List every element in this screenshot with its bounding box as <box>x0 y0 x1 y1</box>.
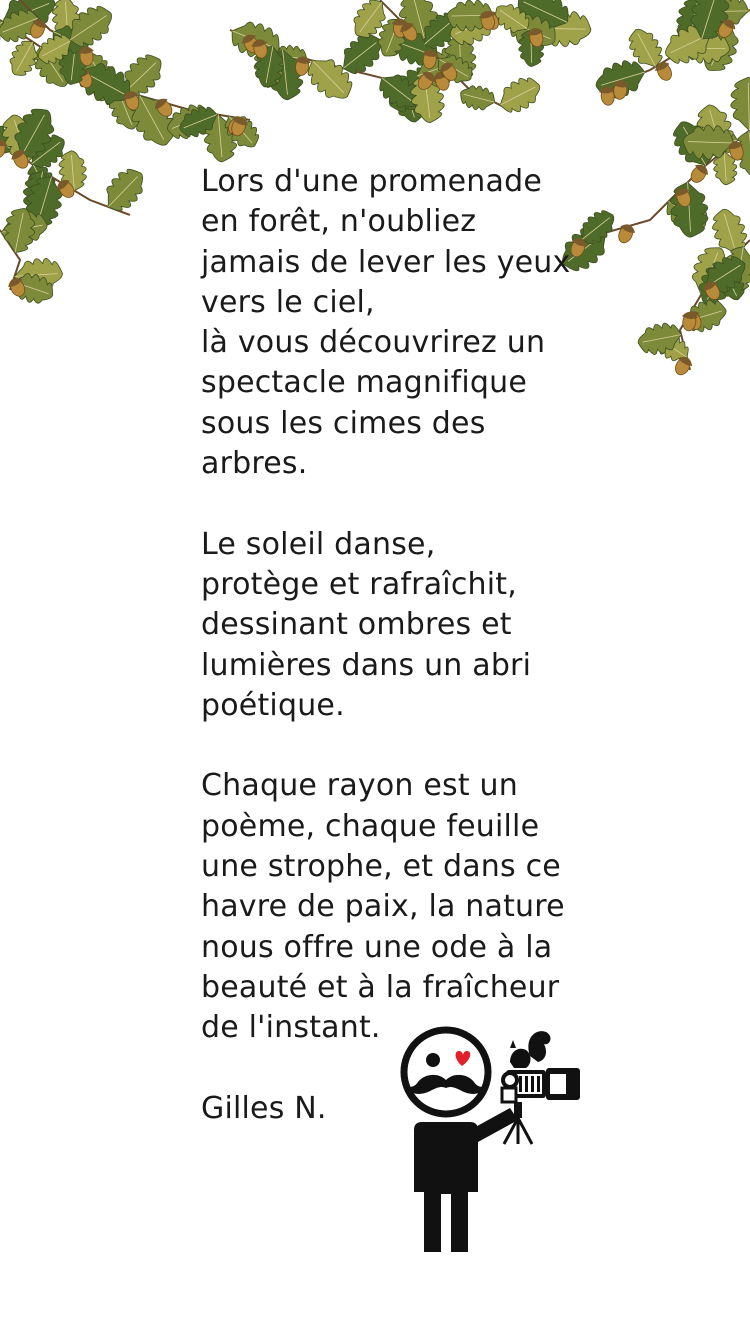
oak-leaves-top-decoration <box>230 0 590 130</box>
poem-line: poétique. <box>201 687 345 723</box>
poem-line: vers le ciel, <box>201 284 375 320</box>
poem <box>201 162 581 1129</box>
oak-leaves-right-decoration <box>560 0 750 380</box>
mascot-arm-icon <box>470 1108 518 1142</box>
poem-line: une strophe, et dans ce <box>201 849 561 885</box>
poem-line: de l'instant. <box>201 1010 381 1046</box>
poem-signature: Gilles N. <box>201 1090 327 1126</box>
stanza-gap <box>201 726 581 766</box>
poem-line: spectacle magnifique <box>201 365 528 401</box>
poem-line: beauté et à la fraîcheur <box>201 969 560 1005</box>
poem-line: Le soleil danse, <box>201 526 436 562</box>
oak-leaf-icon <box>730 77 750 131</box>
squirrel-icon <box>510 1031 550 1068</box>
poem-line: nous offre une ode à la <box>201 929 553 965</box>
poem-stanza-3 <box>201 766 581 1048</box>
poem-line: lumières dans un abri <box>201 647 532 683</box>
poem-line: Chaque rayon est un <box>201 768 518 804</box>
poem-line: en forêt, n'oubliez <box>201 204 477 240</box>
poem-line: havre de paix, la nature <box>201 889 565 925</box>
poem-line: arbres. <box>201 446 308 482</box>
poem-stanza-2 <box>201 525 581 726</box>
poem-stanza-1 <box>201 162 581 484</box>
poem-line: sous les cimes des <box>201 405 486 441</box>
stanza-gap <box>201 484 581 524</box>
photographer-mascot-icon <box>398 1022 588 1262</box>
poem-line: Lors d'une promenade <box>201 164 543 199</box>
poem-line: jamais de lever les yeux <box>201 244 571 280</box>
poem-line: dessinant ombres et <box>201 607 512 643</box>
mascot-body-icon <box>414 1122 478 1252</box>
poem-line: poème, chaque feuille <box>201 808 540 844</box>
poem-line: protège et rafraîchit, <box>201 566 517 602</box>
camera-icon <box>502 1068 580 1102</box>
poem-line: là vous découvrirez un <box>201 325 546 361</box>
mascot-head-icon <box>404 1030 488 1114</box>
